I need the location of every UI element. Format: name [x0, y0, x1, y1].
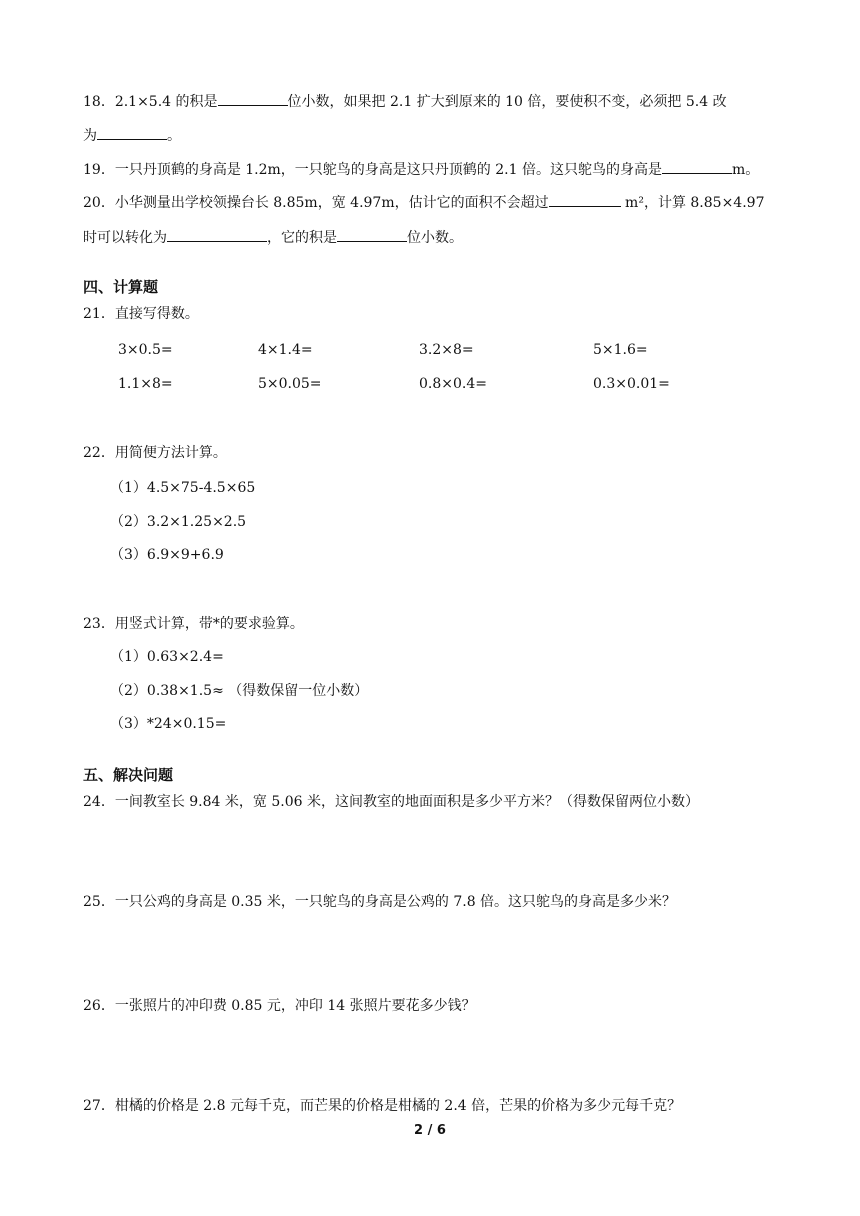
question-27: 27．柑橘的价格是 2.8 元每千克，而芒果的价格是柑橘的 2.4 倍，芒果的价格为多少元每千克？ [83, 1098, 682, 1114]
question-26: 26．一张照片的冲印费 0.85 元，冲印 14 张照片要花多少钱？ [83, 998, 476, 1014]
question-24: 24．一间教室长 9.84 米，宽 5.06 米，这间教室的地面面积是多少平方米？（得数保留两位小数） [83, 794, 699, 810]
vertical-calc-item: （1）0.63×2.4= [110, 649, 224, 665]
section-heading-calculation: 四、计算题 [83, 278, 159, 296]
question-19: 19．一只丹顶鹤的身高是 1.2m，一只鸵鸟的身高是这只丹顶鹤的 2.1 倍。这只鸵鸟的身高是 m。 [83, 158, 759, 180]
page-number: 2 / 6 [414, 1123, 446, 1138]
oral-calc-item: 5×1.6= [593, 342, 648, 358]
vertical-calc-item: （3）*24×0.15= [110, 716, 227, 732]
oral-calc-item: 4×1.4= [258, 342, 313, 358]
oral-calc-item: 3×0.5= [118, 342, 173, 358]
question-20-line1: 20．小华测量出学校领操台长 8.85m，宽 4.97m，估计它的面积不会超过 m²，计算 8.85×4.97 [83, 191, 764, 213]
answer-blank[interactable] [549, 191, 621, 207]
question-18-line1: 18．2.1×5.4 的积是 位小数，如果把 2.1 扩大到原来的 10 倍，要使积不变，必须把 5.4 改 [83, 90, 727, 112]
simplify-item: （3）6.9×9+6.9 [110, 547, 224, 563]
question-22-title: 22．用简便方法计算。 [83, 445, 227, 461]
answer-blank[interactable] [97, 124, 167, 140]
oral-calc-item: 0.8×0.4= [419, 376, 487, 392]
vertical-calc-item: （2）0.38×1.5≈ （得数保留一位小数） [110, 683, 369, 699]
question-25: 25．一只公鸡的身高是 0.35 米，一只鸵鸟的身高是公鸡的 7.8 倍。这只鸵鸟的身高是多少米？ [83, 894, 677, 910]
question-20-line2: 时可以转化为 ，它的积是 位小数。 [83, 226, 463, 248]
simplify-item: （2）3.2×1.25×2.5 [110, 514, 247, 530]
oral-calc-item: 5×0.05= [258, 376, 322, 392]
answer-blank[interactable] [218, 90, 288, 106]
question-21-title: 21．直接写得数。 [83, 306, 199, 322]
question-23-title: 23．用竖式计算，带*的要求验算。 [83, 616, 304, 632]
simplify-item: （1）4.5×75-4.5×65 [110, 480, 256, 496]
question-18-line2: 为 。 [83, 124, 181, 146]
answer-blank[interactable] [662, 158, 732, 174]
oral-calc-item: 0.3×0.01= [593, 376, 670, 392]
section-heading-problem-solving: 五、解决问题 [83, 766, 174, 784]
answer-blank[interactable] [167, 226, 267, 242]
answer-blank[interactable] [337, 226, 407, 242]
oral-calc-item: 1.1×8= [118, 376, 173, 392]
oral-calc-item: 3.2×8= [419, 342, 474, 358]
